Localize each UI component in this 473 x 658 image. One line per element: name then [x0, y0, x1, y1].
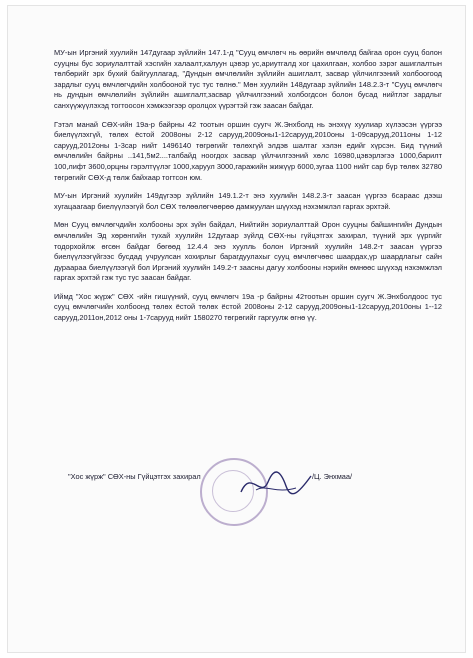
paragraph-3: МУ-ын Иргэний хуулийн 149дүгээр зүйлийн 149.1.2-т энэ хуулийн 148.2.3-т заасан үүргээ 6сараас дээш хугацаагаар биелүүлээгүй бол СӨХ төлөөлөгчөөрөө дамжуулан шүүхэд нэхэмжлэл гаргах эрхтэй.: [54, 191, 442, 211]
signatory-title: "Хос жүрж" СӨХ-ны Гүйцэтгэх захирал: [68, 472, 201, 481]
letter-body: [54, 48, 442, 332]
signature-block: [58, 464, 438, 544]
signatory-name: /Ц. Энхмаа/: [312, 472, 353, 481]
paragraph-1: МУ-ын Иргэний хуулийн 147дугаар зүйлийн 147.1-д "Сууц өмчлөгч нь өөрийн өмчлөлд байгаа орон сууц болон сууцны бус зориулалттай хэсгийн халаалт,халуун цэвэр ус,ариутгалд хог цахилгаан, холбоо зэрэг ашиглалтын төлбөрийг эрх бүхий байгууллагад, "Дундын өмчлөлийн зүйлийн ашиглалт, засвар үйлчилгээний холбоогоод зардлыг сууц өмчлөгчдийн холбооной тус тус төлнө." Мөн хуулийн 148дугаар зүйлийн 148.2.3-т "Сууц өмчлөгч нь дундын өмчлөлийн зүйлийн ашиглалт,засвар үйлчилгээний холбогдсон болон бусад нийтлэг зардлыг санхүүжүүлэхэд тогтоосон хэмжээгээр оролцох үүрэгтэй гэж заасан байдаг.: [54, 48, 442, 110]
document-page: [8, 6, 465, 652]
paragraph-5: Иймд "Хос жүрж" СӨХ -ийн гишүүний, сууц өмчлөгч 19а -р байрны 42тоотын оршин суугч Ж.Энхболдоос тус сууц өмчлөгчийн холбоонд төлөх ёстой төлөх ёстой 2008оны 2-12 сарууд,2009оны1-12сарууд,2010оны 1--12 сарууд,2011он,2012 оны 1-7сарууд нийт 1580270 төгрөгийг гаргуулж өгнө үү.: [54, 291, 442, 323]
handwritten-signature: [236, 464, 316, 504]
paragraph-4: Мөн Сууц өмчлөгчдийн холбооны эрх зүйн байдал, Нийтийн зориулалттай Орон сууцны байшингийн Дундын өмчлөлийн Эд хөрөнгийн тухай хуулийн 12дугаар зүйлд СӨХ-ны гүйцэтгэх захирал, түүний эрх үүргийг тодорхойлж өгсөн байдаг бөгөөд 12.4.4 энэ хуулль болон Иргэний хуулийн 148.2-т заасан үүргээ биелүүлээгүйгээс бусдад учруулсан хохирлыг барагдуулахыг сууц өмчлөгчөөс шаардах,үр шаардлагыг сайн дураараа биелүүлээгүй бол Иргэний хуулийн 149.2-т заасны дагуу холбооны нэрийн өмнөөс шүүхэд нэхэмжлэл гаргах эрхтэй гэж тус тус заасан байдаг.: [54, 220, 442, 283]
paragraph-2: Гэтэл манай СӨХ-ийн 19а-р байрны 42 тоотын оршин суугч Ж.Энхболд нь энэхүү хуулиар хүлээсэн үүргээ биелүүлэхгүй, төлөх ёстой 2008оны 2-12 сарууд,2009оны1-12сарууд,2010оны 1-09сарууд,2011оны 1-12 сарууд,2012оны 1-3сар нийт 1496140 төгрөгийг төлөхгүй элдэв шалтаг хэлэн едийг хүрсэн. Бид түүний өмчлөлийн байрны ..141,5м2....талбайд ноогдох засвар үйлчилгээний хөлс 16980,цэвэрлэгээ 1000,барилт 100,лифт 3600,орцны гэрэлтүүлэг 1000,харуул 3000,гаражийн жижүүр 6000,зугаа 1100 нийт сар бүр төлөх 32780 төгрөгийг СӨХ-д төлж байхаар тогтсон юм.: [54, 119, 442, 182]
